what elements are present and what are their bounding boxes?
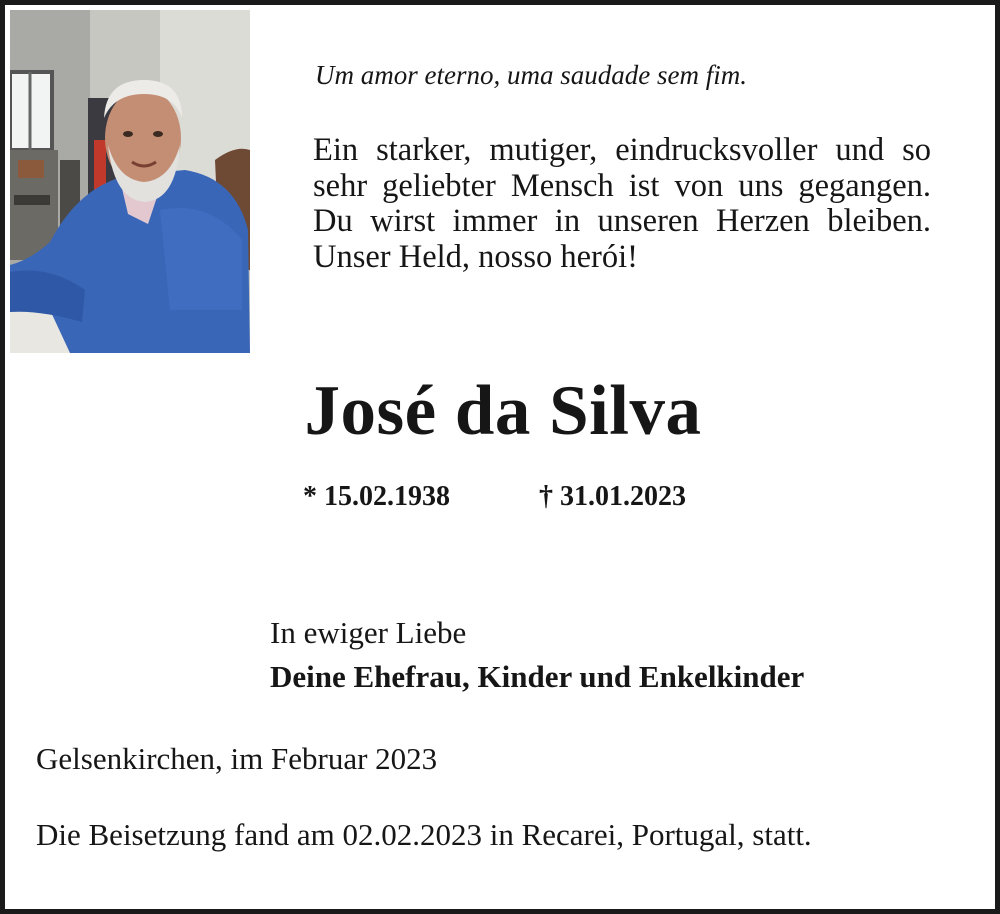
deceased-name-text: José da Silva [304, 372, 702, 450]
closing-line: In ewiger Liebe [270, 615, 467, 650]
place-date: Gelsenkirchen, im Februar 2023 [36, 741, 438, 776]
burial-note: Die Beisetzung fand am 02.02.2023 in Recarei, Portugal, statt. [36, 817, 812, 852]
family-signature: Deine Ehefrau, Kinder und Enkelkinder [270, 659, 805, 694]
death-date: † 31.01.2023 [539, 481, 686, 512]
closing-block [270, 611, 804, 699]
motto-line: Um amor eterno, uma saudade sem fim. [315, 60, 747, 90]
tribute-text: Ein starker, mutiger, eindrucksvoller und so sehr geliebter Mensch ist von uns gegangen. Du wirst immer in unseren Herzen bleiben. Unser Held, nosso herói! [313, 132, 931, 275]
portrait-photo [10, 10, 250, 353]
birth-date: * 15.02.1938 [303, 481, 450, 512]
deceased-name [5, 366, 1000, 456]
